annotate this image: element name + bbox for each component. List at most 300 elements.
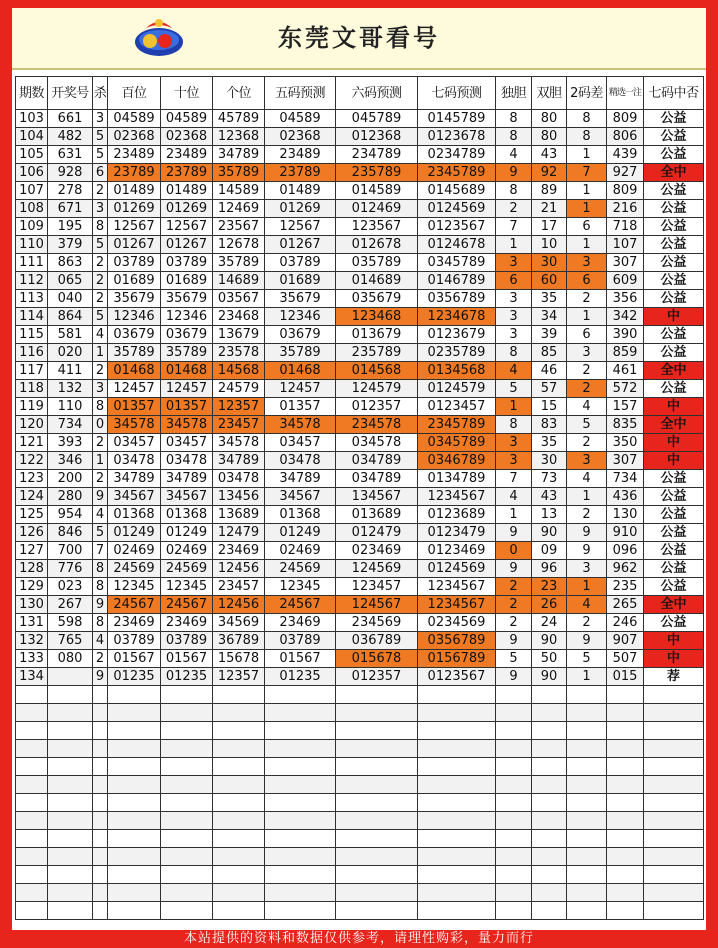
cell-period: 105: [16, 146, 48, 164]
empty-row: [16, 722, 704, 740]
cell-five: 01357: [265, 398, 336, 416]
cell-diff: 1: [567, 578, 607, 596]
empty-cell: [336, 884, 418, 902]
cell-pick: 157: [607, 398, 644, 416]
cell-bai: 01468: [108, 362, 161, 380]
empty-cell: [418, 794, 496, 812]
empty-cell: [567, 866, 607, 884]
empty-cell: [607, 794, 644, 812]
table-row: [16, 416, 704, 434]
cell-period: 121: [16, 434, 48, 452]
cell-dudan: 4: [496, 488, 532, 506]
cell-result: 公益: [644, 560, 704, 578]
cell-period: 117: [16, 362, 48, 380]
cell-period: 127: [16, 542, 48, 560]
empty-cell: [161, 740, 213, 758]
cell-period: 133: [16, 650, 48, 668]
cell-bai: 01357: [108, 398, 161, 416]
empty-cell: [607, 830, 644, 848]
cell-dudan: 3: [496, 326, 532, 344]
cell-dudan: 8: [496, 416, 532, 434]
cell-five: 35679: [265, 290, 336, 308]
header-number: 开奖号: [48, 77, 93, 110]
prediction-table: [15, 76, 704, 920]
cell-five: 01368: [265, 506, 336, 524]
empty-cell: [532, 830, 567, 848]
table-row: [16, 542, 704, 560]
empty-cell: [265, 830, 336, 848]
cell-result: 公益: [644, 182, 704, 200]
empty-cell: [16, 902, 48, 920]
cell-number: 776: [48, 560, 93, 578]
empty-cell: [16, 776, 48, 794]
cell-shi: 34578: [161, 416, 213, 434]
cell-pick: 096: [607, 542, 644, 560]
cell-ge: 12469: [213, 200, 265, 218]
empty-cell: [48, 758, 93, 776]
cell-shi: 01689: [161, 272, 213, 290]
empty-cell: [336, 758, 418, 776]
empty-cell: [496, 902, 532, 920]
cell-period: 110: [16, 236, 48, 254]
cell-five: 04589: [265, 110, 336, 128]
empty-cell: [607, 740, 644, 758]
cell-shuangdan: 24: [532, 614, 567, 632]
cell-period: 108: [16, 200, 48, 218]
cell-diff: 8: [567, 128, 607, 146]
table-row: [16, 146, 704, 164]
cell-six: 045789: [336, 110, 418, 128]
cell-six: 012357: [336, 398, 418, 416]
cell-six: 015678: [336, 650, 418, 668]
cell-five: 01249: [265, 524, 336, 542]
empty-cell: [418, 812, 496, 830]
cell-number: 482: [48, 128, 93, 146]
cell-period: 120: [16, 416, 48, 434]
cell-six: 123468: [336, 308, 418, 326]
footer-disclaimer: 本站提供的资料和数据仅供参考，请理性购彩，量力而行: [183, 931, 534, 946]
empty-cell: [496, 776, 532, 794]
empty-cell: [213, 812, 265, 830]
cell-six: 012368: [336, 128, 418, 146]
cell-kill: 0: [93, 416, 108, 434]
cell-seven: 0146789: [418, 272, 496, 290]
empty-cell: [607, 758, 644, 776]
cell-seven: 1234567: [418, 578, 496, 596]
empty-cell: [161, 812, 213, 830]
cell-shuangdan: 73: [532, 470, 567, 488]
empty-cell: [567, 758, 607, 776]
cell-result: 荐: [644, 668, 704, 686]
cell-five: 34567: [265, 488, 336, 506]
cell-result: 公益: [644, 344, 704, 362]
empty-cell: [16, 866, 48, 884]
cell-pick: 107: [607, 236, 644, 254]
cell-pick: 350: [607, 434, 644, 452]
cell-dudan: 3: [496, 434, 532, 452]
table-row: [16, 200, 704, 218]
cell-ge: 14689: [213, 272, 265, 290]
cell-result: 公益: [644, 254, 704, 272]
empty-cell: [213, 902, 265, 920]
empty-cell: [93, 704, 108, 722]
cell-kill: 2: [93, 650, 108, 668]
cell-seven: 0123689: [418, 506, 496, 524]
empty-cell: [161, 848, 213, 866]
cell-shuangdan: 57: [532, 380, 567, 398]
cell-diff: 7: [567, 164, 607, 182]
cell-shi: 01489: [161, 182, 213, 200]
cell-six: 034789: [336, 470, 418, 488]
cell-period: 103: [16, 110, 48, 128]
cell-period: 126: [16, 524, 48, 542]
cell-seven: 0345789: [418, 254, 496, 272]
cell-dudan: 2: [496, 578, 532, 596]
cell-kill: 8: [93, 578, 108, 596]
cell-diff: 2: [567, 506, 607, 524]
cell-seven: 0145789: [418, 110, 496, 128]
cell-kill: 4: [93, 632, 108, 650]
cell-number: 393: [48, 434, 93, 452]
empty-cell: [418, 884, 496, 902]
table-row: [16, 110, 704, 128]
table-row: [16, 488, 704, 506]
empty-cell: [644, 884, 704, 902]
cell-number: 954: [48, 506, 93, 524]
cell-seven: 0123679: [418, 326, 496, 344]
cell-period: 132: [16, 632, 48, 650]
cell-ge: 12456: [213, 560, 265, 578]
empty-row: [16, 848, 704, 866]
cell-five: 12457: [265, 380, 336, 398]
cell-ge: 12357: [213, 398, 265, 416]
empty-cell: [336, 812, 418, 830]
cell-result: 中: [644, 632, 704, 650]
cell-five: 34578: [265, 416, 336, 434]
cell-dudan: 0: [496, 542, 532, 560]
cell-kill: 3: [93, 380, 108, 398]
cell-five: 03789: [265, 254, 336, 272]
cell-result: 公益: [644, 542, 704, 560]
cell-bai: 35679: [108, 290, 161, 308]
cell-kill: 9: [93, 488, 108, 506]
empty-cell: [48, 902, 93, 920]
empty-cell: [336, 866, 418, 884]
cell-bai: 12457: [108, 380, 161, 398]
empty-cell: [532, 704, 567, 722]
cell-six: 235789: [336, 164, 418, 182]
empty-cell: [496, 704, 532, 722]
empty-cell: [532, 794, 567, 812]
cell-six: 235789: [336, 344, 418, 362]
cell-seven: 0134789: [418, 470, 496, 488]
table-row: [16, 398, 704, 416]
empty-cell: [607, 686, 644, 704]
cell-pick: 907: [607, 632, 644, 650]
cell-five: 24567: [265, 596, 336, 614]
cell-five: 03679: [265, 326, 336, 344]
cell-five: 12345: [265, 578, 336, 596]
cell-bai: 24567: [108, 596, 161, 614]
empty-cell: [418, 686, 496, 704]
empty-cell: [48, 794, 93, 812]
empty-cell: [532, 740, 567, 758]
cell-shuangdan: 15: [532, 398, 567, 416]
cell-seven: 0123457: [418, 398, 496, 416]
cell-shuangdan: 96: [532, 560, 567, 578]
cell-pick: 307: [607, 452, 644, 470]
cell-dudan: 2: [496, 200, 532, 218]
table-row: [16, 668, 704, 686]
header-ge: 个位: [213, 77, 265, 110]
cell-kill: 4: [93, 326, 108, 344]
cell-pick: 734: [607, 470, 644, 488]
cell-seven: 0124569: [418, 560, 496, 578]
empty-cell: [532, 722, 567, 740]
cell-ge: 03478: [213, 470, 265, 488]
cell-bai: 01689: [108, 272, 161, 290]
cell-shuangdan: 39: [532, 326, 567, 344]
cell-diff: 3: [567, 254, 607, 272]
cell-bai: 03789: [108, 632, 161, 650]
cell-kill: 5: [93, 146, 108, 164]
cell-seven: 0123678: [418, 128, 496, 146]
cell-shi: 12567: [161, 218, 213, 236]
empty-cell: [644, 812, 704, 830]
cell-five: 01567: [265, 650, 336, 668]
cell-period: 131: [16, 614, 48, 632]
table-row: [16, 614, 704, 632]
empty-cell: [161, 866, 213, 884]
empty-cell: [16, 758, 48, 776]
cell-diff: 1: [567, 236, 607, 254]
cell-dudan: 1: [496, 236, 532, 254]
cell-result: 公益: [644, 470, 704, 488]
empty-cell: [644, 704, 704, 722]
cell-shi: 12457: [161, 380, 213, 398]
cell-pick: 927: [607, 164, 644, 182]
empty-cell: [93, 740, 108, 758]
cell-five: 24569: [265, 560, 336, 578]
cell-ge: 34789: [213, 452, 265, 470]
cell-six: 234569: [336, 614, 418, 632]
cell-shi: 35679: [161, 290, 213, 308]
cell-bai: 01567: [108, 650, 161, 668]
cell-dudan: 9: [496, 560, 532, 578]
cell-five: 01235: [265, 668, 336, 686]
cell-diff: 2: [567, 614, 607, 632]
cell-shuangdan: 90: [532, 632, 567, 650]
empty-cell: [644, 830, 704, 848]
cell-bai: 01368: [108, 506, 161, 524]
cell-shi: 01357: [161, 398, 213, 416]
cell-shuangdan: 30: [532, 452, 567, 470]
cell-diff: 2: [567, 434, 607, 452]
table-row: [16, 272, 704, 290]
empty-cell: [93, 866, 108, 884]
empty-cell: [48, 884, 93, 902]
empty-cell: [532, 812, 567, 830]
cell-ge: 35789: [213, 164, 265, 182]
cell-dudan: 9: [496, 668, 532, 686]
cell-pick: 806: [607, 128, 644, 146]
cell-diff: 2: [567, 362, 607, 380]
cell-seven: 0124678: [418, 236, 496, 254]
empty-cell: [93, 776, 108, 794]
cell-shi: 01267: [161, 236, 213, 254]
empty-cell: [532, 884, 567, 902]
cell-seven: 0356789: [418, 290, 496, 308]
cell-shuangdan: 80: [532, 110, 567, 128]
table-row: [16, 326, 704, 344]
cell-number: 278: [48, 182, 93, 200]
cell-five: 23469: [265, 614, 336, 632]
cell-diff: 3: [567, 560, 607, 578]
empty-cell: [644, 740, 704, 758]
main-panel: [12, 8, 706, 930]
cell-dudan: 5: [496, 650, 532, 668]
cell-result: 公益: [644, 218, 704, 236]
empty-cell: [496, 794, 532, 812]
empty-cell: [108, 866, 161, 884]
empty-cell: [213, 758, 265, 776]
cell-shi: 01235: [161, 668, 213, 686]
empty-cell: [161, 830, 213, 848]
cell-dudan: 9: [496, 524, 532, 542]
empty-cell: [213, 794, 265, 812]
header-diff: 2码差: [567, 77, 607, 110]
empty-cell: [336, 740, 418, 758]
cell-result: 公益: [644, 380, 704, 398]
cell-result: 中: [644, 434, 704, 452]
empty-cell: [48, 776, 93, 794]
empty-cell: [93, 848, 108, 866]
cell-shi: 35789: [161, 344, 213, 362]
empty-cell: [16, 812, 48, 830]
empty-cell: [108, 776, 161, 794]
empty-cell: [567, 902, 607, 920]
table-row: [16, 308, 704, 326]
cell-shuangdan: 30: [532, 254, 567, 272]
cell-dudan: 5: [496, 380, 532, 398]
cell-pick: 609: [607, 272, 644, 290]
empty-cell: [16, 740, 48, 758]
cell-seven: 0123469: [418, 542, 496, 560]
header-dudan: 独胆: [496, 77, 532, 110]
cell-diff: 9: [567, 524, 607, 542]
cell-number: 346: [48, 452, 93, 470]
cell-result: 全中: [644, 416, 704, 434]
cell-diff: 1: [567, 200, 607, 218]
cell-period: 119: [16, 398, 48, 416]
cell-number: 846: [48, 524, 93, 542]
empty-cell: [567, 848, 607, 866]
cell-six: 014568: [336, 362, 418, 380]
cell-ge: 13689: [213, 506, 265, 524]
cell-kill: 2: [93, 254, 108, 272]
cell-five: 23789: [265, 164, 336, 182]
cell-diff: 2: [567, 290, 607, 308]
empty-cell: [567, 884, 607, 902]
empty-cell: [16, 848, 48, 866]
empty-cell: [265, 866, 336, 884]
table-header-row: [16, 77, 704, 110]
empty-cell: [48, 740, 93, 758]
cell-number: 080: [48, 650, 93, 668]
cell-kill: 2: [93, 362, 108, 380]
cell-shuangdan: 83: [532, 416, 567, 434]
cell-pick: 356: [607, 290, 644, 308]
cell-six: 012469: [336, 200, 418, 218]
empty-cell: [93, 722, 108, 740]
cell-shuangdan: 43: [532, 146, 567, 164]
cell-pick: 507: [607, 650, 644, 668]
cell-ge: 12456: [213, 596, 265, 614]
cell-seven: 2345789: [418, 416, 496, 434]
empty-cell: [16, 830, 48, 848]
cell-diff: 2: [567, 380, 607, 398]
table-row: [16, 236, 704, 254]
table-row: [16, 470, 704, 488]
cell-dudan: 7: [496, 470, 532, 488]
table-row: [16, 632, 704, 650]
empty-cell: [108, 812, 161, 830]
cell-period: 124: [16, 488, 48, 506]
cell-dudan: 2: [496, 614, 532, 632]
cell-shi: 02368: [161, 128, 213, 146]
empty-cell: [93, 884, 108, 902]
empty-cell: [108, 758, 161, 776]
empty-cell: [93, 902, 108, 920]
cell-kill: 7: [93, 542, 108, 560]
cell-bai: 23489: [108, 146, 161, 164]
empty-cell: [418, 830, 496, 848]
table-row: [16, 452, 704, 470]
empty-cell: [213, 848, 265, 866]
empty-cell: [532, 866, 567, 884]
cell-six: 123457: [336, 578, 418, 596]
empty-cell: [336, 794, 418, 812]
cell-bai: 24569: [108, 560, 161, 578]
empty-cell: [607, 722, 644, 740]
cell-bai: 02469: [108, 542, 161, 560]
cell-seven: 0234789: [418, 146, 496, 164]
cell-period: 129: [16, 578, 48, 596]
empty-cell: [567, 812, 607, 830]
empty-cell: [108, 722, 161, 740]
empty-row: [16, 686, 704, 704]
cell-dudan: 4: [496, 362, 532, 380]
cell-seven: 0134568: [418, 362, 496, 380]
cell-dudan: 8: [496, 128, 532, 146]
cell-ge: 23567: [213, 218, 265, 236]
cell-bai: 12567: [108, 218, 161, 236]
cell-bai: 02368: [108, 128, 161, 146]
cell-kill: 5: [93, 524, 108, 542]
cell-period: 104: [16, 128, 48, 146]
cell-shi: 03789: [161, 632, 213, 650]
cell-kill: 2: [93, 470, 108, 488]
cell-ge: 12357: [213, 668, 265, 686]
cell-shuangdan: 92: [532, 164, 567, 182]
cell-six: 012479: [336, 524, 418, 542]
cell-seven: 0356789: [418, 632, 496, 650]
table-row: [16, 380, 704, 398]
empty-cell: [567, 686, 607, 704]
empty-cell: [265, 758, 336, 776]
cell-shi: 03679: [161, 326, 213, 344]
empty-cell: [48, 830, 93, 848]
